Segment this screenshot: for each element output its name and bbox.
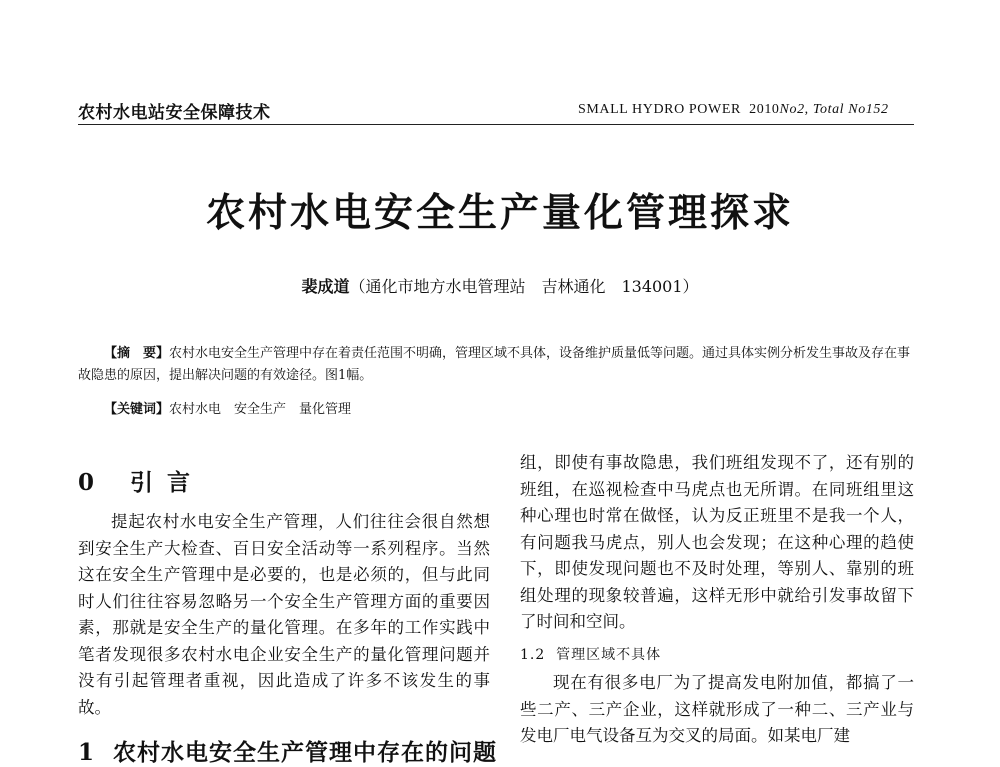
section-heading-intro [78, 464, 204, 497]
journal-year: 2010 [749, 102, 780, 117]
subsection-title: 管理区域不具体 [556, 647, 662, 663]
right-column-bottom [520, 670, 914, 750]
section-number: 1 [78, 739, 96, 766]
keywords-text: 农村水电 安全生产 量化管理 [169, 402, 352, 417]
author-line [0, 274, 1000, 297]
left-column [78, 509, 490, 721]
section-title: 农村水电安全生产管理中存在的问题 [113, 739, 498, 766]
header-rule [78, 124, 914, 125]
abstract [78, 343, 914, 387]
intro-paragraph: 提起农村水电安全生产管理，人们往往会很自然想到安全生产大检查、百日安全活动等一系列程序。当然这在安全生产管理中是必要的，也是必须的，但与此同时人们往往容易忽略另一个安全生产管理方面的重要因素，那就是安全生产的量化管理。在多年的工作实践中笔者发现很多农村水电企业安全生产的量化管理问题并没有引起管理者重视，因此造成了许多不该发生的事故。 [78, 512, 490, 717]
journal-name: SMALL HYDRO POWER [578, 102, 741, 117]
journal-total-no: No152 [848, 102, 889, 117]
subsection-heading [520, 644, 661, 664]
right-column-top [520, 450, 914, 636]
section-number: 0 [78, 469, 109, 496]
article-title: 农村水电安全生产量化管理探求 [205, 191, 794, 236]
keywords-label: 【关键词】 [104, 402, 170, 417]
section-heading-problems [78, 734, 497, 767]
body-paragraph: 组，即使有事故隐患，我们班组发现不了，还有别的班组，在巡视检查中马虎点也无所谓。在同班组里这种心理也时常在做怪，认为反正班里不是我一个人，有问题我马虎点，别人也会发现；在这种心理的趋使下，即使发现问题也不及时处理，等别人、靠别的班组处理的现象较普遍，这样无形中就给引发事故留下了时间和空间。 [520, 453, 914, 631]
section-title: 引言 [130, 469, 205, 496]
subsection-number: 1.2 [520, 647, 546, 663]
abstract-label: 【摘 要】 [104, 346, 170, 361]
body-paragraph: 现在有很多电厂为了提高发电附加值，都搞了一些二产、三产企业，这样就形成了一种二、三产业与发电厂电气设备互为交叉的局面。如某电厂建 [520, 673, 914, 745]
keywords [104, 398, 351, 417]
abstract-text: 农村水电安全生产管理中存在着责任范围不明确，管理区域不具体，设备维护质量低等问题。通过具体实例分析发生事故及存在事故隐患的原因，提出解决问题的有效途径。图1幅。 [78, 346, 911, 383]
journal-section-label: 农村水电站安全保障技术 [78, 103, 271, 123]
journal-total-label: Total [812, 102, 845, 117]
author-name: 裴成道 [301, 277, 350, 296]
author-affiliation: （通化市地方水电管理站 吉林通化 134001） [349, 277, 699, 296]
journal-issue: No2 [779, 102, 805, 117]
journal-issue-info: SMALL HYDRO POWER 2010No2, Total No152 [578, 102, 889, 117]
